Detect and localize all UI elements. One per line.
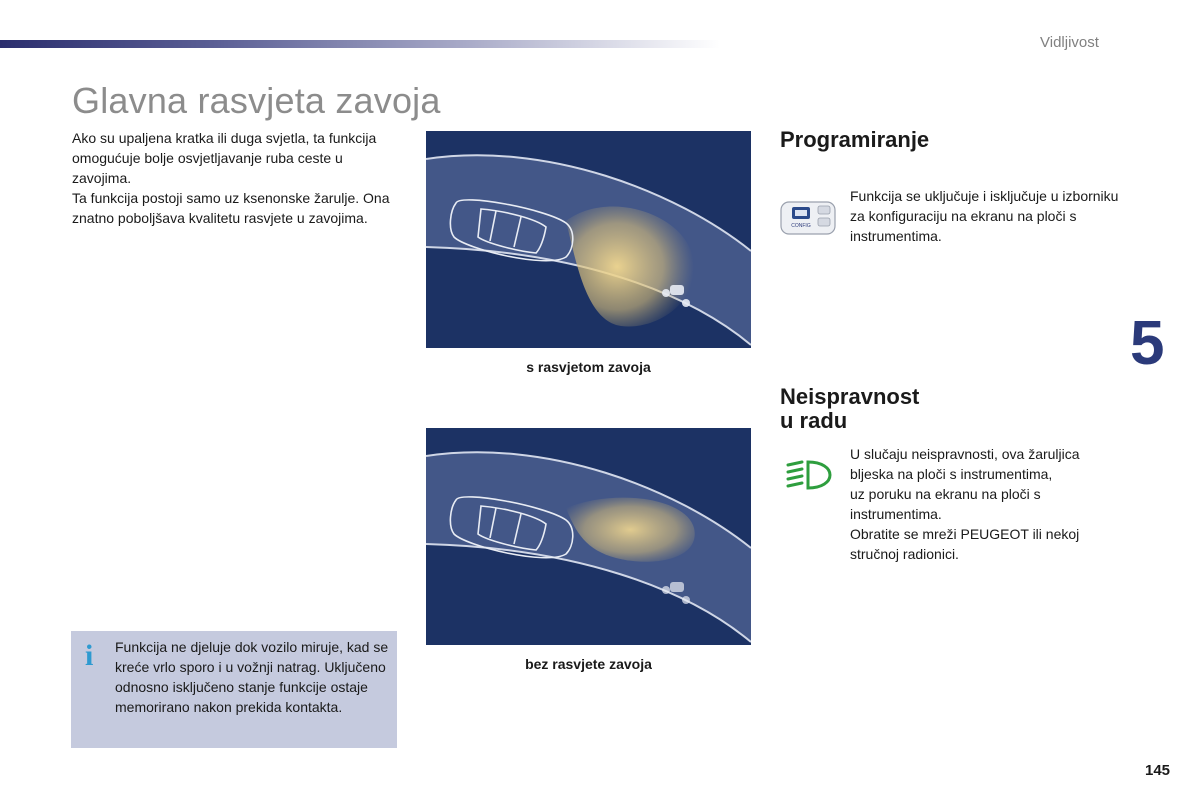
page-title: Glavna rasvjeta zavoja (72, 80, 441, 121)
fault-heading-line-1: Neispravnost (780, 384, 920, 409)
fault-paragraph-1: U slučaju neispravnosti, ova žaruljica bljeska na ploči s instrumentima, (850, 446, 1080, 482)
info-icon: i (85, 639, 94, 672)
figure-without-cornering-light (426, 428, 751, 645)
figure-caption-with: s rasvjetom zavoja (526, 359, 651, 375)
page-number: 145 (1145, 762, 1171, 779)
intro-paragraph-1: Ako su upaljena kratka ili duga svjetla, ta funkcija omogućuje bolje osvjetljavanje ruba ceste u zavojima. (72, 130, 377, 186)
figure-with-cornering-light (426, 131, 751, 348)
figure-caption-without: bez rasvjete zavoja (525, 656, 652, 672)
config-icon-label: CONFIG (791, 223, 811, 229)
programming-text: Funkcija se uključuje i isključuje u izborniku za konfiguraciju na ekranu na ploči s instrumentima. (850, 188, 1119, 244)
illustration-with-cornering-light (426, 131, 751, 348)
fault-heading-line-2: u radu (780, 408, 848, 433)
info-text: Funkcija ne djeluje dok vozilo miruje, kad se kreće vrlo sporo i u vožnji natrag. Uključeno odnosno isključeno stanje funkcije ostaje memorirano nakon prekida kontakta. (115, 639, 389, 715)
illustration-without-cornering-light (426, 428, 751, 645)
info-box (71, 631, 397, 748)
intro-paragraph-2: Ta funkcija postoji samo uz ksenonske žarulje. Ona znatno poboljšava kvalitetu rasvjete u zavojima. (72, 190, 390, 226)
fault-heading (780, 385, 919, 433)
intro-text (72, 128, 402, 228)
section-label: Vidljivost (1040, 34, 1099, 51)
fault-text (850, 444, 1120, 564)
chapter-number: 5 (1130, 309, 1165, 378)
config-button-icon (780, 198, 838, 243)
headlamp-warning-icon (784, 458, 834, 497)
fault-paragraph-3: Obratite se mreži PEUGEOT ili nekoj stručnoj radionici. (850, 526, 1080, 562)
fault-paragraph-2: uz poruku na ekranu na ploči s instrumentima. (850, 486, 1041, 522)
programming-heading: Programiranje (780, 127, 930, 152)
header-decor-bar (0, 40, 720, 48)
